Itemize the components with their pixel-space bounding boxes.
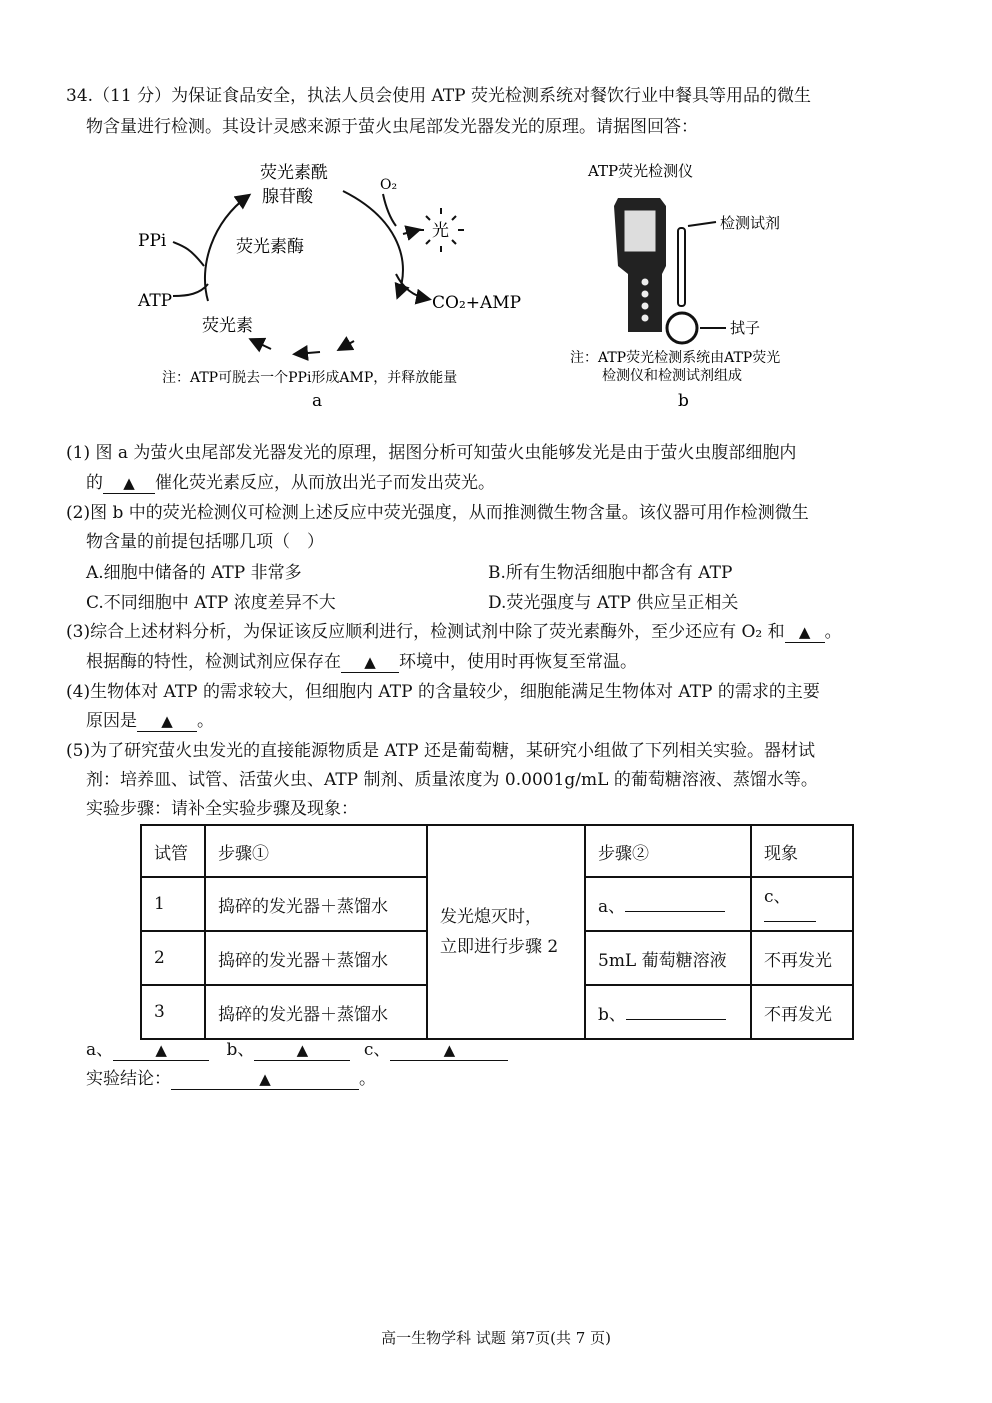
cell-result-label: c、 <box>764 886 791 907</box>
answer-b-label: b、 <box>226 1040 255 1060</box>
cell-tube: 3 <box>141 985 205 1039</box>
figure-b-note-2: 检测仪和检测试剂组成 <box>602 368 742 384</box>
q4-line-2 <box>86 709 214 733</box>
q3-suffix-2: 环境中，使用时再恢复至常温。 <box>399 652 637 672</box>
atp-detector-icon <box>614 198 666 332</box>
answer-b-blank[interactable] <box>254 1040 350 1061</box>
q3-answer-blank-2[interactable] <box>341 652 399 673</box>
cell-step2: 5mL 葡萄糖溶液 <box>585 931 751 985</box>
q5-line-2: 剂：培养皿、试管、活萤火虫、ATP 制剂、质量浓度为 0.0001g/mL 的葡萄糖溶液、蒸馏水等。 <box>86 770 818 790</box>
q1-answer-blank[interactable] <box>103 473 155 494</box>
answer-marker: ▲ <box>259 1070 271 1088</box>
question-stem-line-1: 34.（11 分）为保证食品安全，执法人员会使用 ATP 荧光检测系统对餐饮行业中餐具等用品的微生 <box>66 86 812 106</box>
figure-a-luciferase-cycle <box>128 156 528 406</box>
q3-line-2 <box>86 650 637 674</box>
page-footer: 高一生物学科 试题 第7页(共 7 页) <box>381 1329 611 1347</box>
label-atp-device: ATP荧光检测仪 <box>588 162 694 180</box>
cell-step2-blank[interactable] <box>625 911 725 912</box>
label-luciferyl-1: 荧光素酰 <box>260 163 328 183</box>
cell-step1: 捣碎的发光器＋蒸馏水 <box>205 985 427 1039</box>
q4-suffix: 。 <box>197 711 214 731</box>
cell-result: 不再发光 <box>751 931 853 985</box>
q2-option-c[interactable]: C.不同细胞中 ATP 浓度差异不大 <box>86 593 336 613</box>
header-step2: 步骤② <box>585 825 751 877</box>
label-luciferase: 荧光素酶 <box>236 237 304 257</box>
middle-note-line-1: 发光熄灭时， <box>440 907 542 927</box>
q2-line-1: (2)图 b 中的荧光检测仪可检测上述反应中荧光强度，从而推测微生物含量。该仪器可用作检测微生 <box>66 503 809 523</box>
header-step1: 步骤① <box>205 825 427 877</box>
header-tube: 试管 <box>141 825 205 877</box>
cell-step1: 捣碎的发光器＋蒸馏水 <box>205 877 427 931</box>
q3-line-1 <box>66 620 842 644</box>
label-atp: ATP <box>138 291 173 311</box>
answer-a-label: a、 <box>86 1040 114 1060</box>
q5-line-3: 实验步骤：请补全实验步骤及现象： <box>86 799 358 819</box>
answer-a-blank[interactable] <box>113 1040 209 1061</box>
label-reagent: 检测试剂 <box>720 214 781 232</box>
answer-line-abc <box>86 1038 508 1062</box>
table-middle-note <box>427 825 585 1039</box>
cell-result: 不再发光 <box>751 985 853 1039</box>
q4-answer-blank[interactable] <box>137 711 197 732</box>
conclusion-label: 实验结论： <box>86 1069 171 1089</box>
question-stem-line-2: 物含量进行检测。其设计灵感来源于萤火虫尾部发光器发光的原理。请据图回答： <box>86 117 698 137</box>
answer-marker: ▲ <box>123 474 135 492</box>
cell-result-blank[interactable] <box>764 921 816 922</box>
cell-tube: 2 <box>141 931 205 985</box>
experiment-table <box>140 824 854 1040</box>
cell-step1: 捣碎的发光器＋蒸馏水 <box>205 931 427 985</box>
q3-suffix-1: 。 <box>824 622 842 642</box>
figure-a-note: 注：ATP可脱去一个PPi形成AMP，并释放能量 <box>162 370 458 386</box>
header-result: 现象 <box>751 825 853 877</box>
answer-c-blank[interactable] <box>390 1040 508 1061</box>
answer-c-label: c、 <box>363 1040 391 1060</box>
cell-step2[interactable] <box>585 985 751 1039</box>
answer-marker: ▲ <box>161 712 173 730</box>
figure-b-caption: b <box>678 391 689 406</box>
cell-step2-blank[interactable] <box>626 1019 726 1020</box>
cell-result[interactable] <box>751 877 853 931</box>
conclusion-blank[interactable] <box>171 1069 359 1090</box>
q5-line-1: (5)为了研究萤火虫发光的直接能源物质是 ATP 还是葡萄糖，某研究小组做了下列相关实验。器材试 <box>66 741 816 761</box>
cell-tube: 1 <box>141 877 205 931</box>
q1-line-2 <box>86 471 495 495</box>
conclusion-end: 。 <box>359 1069 376 1089</box>
label-light: 光 <box>432 221 449 241</box>
q2-option-b[interactable]: B.所有生物活细胞中都含有 ATP <box>488 563 733 583</box>
reagent-tube-icon <box>678 228 685 306</box>
label-swab: 拭子 <box>730 319 761 337</box>
q2-option-d[interactable]: D.荧光强度与 ATP 供应呈正相关 <box>488 593 739 613</box>
cell-step2[interactable] <box>585 877 751 931</box>
figure-b-detector <box>558 156 828 406</box>
cell-step2-label: a、 <box>598 896 626 917</box>
q4-prefix: 原因是 <box>86 711 137 731</box>
q4-line-1: (4)生物体对 ATP 的需求较大，但细胞内 ATP 的含量较少，细胞能满足生物体对 ATP 的需求的主要 <box>66 682 820 702</box>
q2-option-a[interactable]: A.细胞中储备的 ATP 非常多 <box>86 563 302 583</box>
cell-step2-label: b、 <box>598 1004 626 1025</box>
answer-marker: ▲ <box>443 1041 456 1059</box>
swab-icon <box>667 313 697 343</box>
label-o2: O₂ <box>380 177 398 193</box>
label-luciferin: 荧光素 <box>202 316 253 336</box>
figure-a-caption: a <box>312 391 323 406</box>
figure-b-note-1: 注：ATP荧光检测系统由ATP荧光 <box>570 350 781 366</box>
q3-answer-blank-1[interactable] <box>785 622 825 643</box>
middle-note-line-2: 立即进行步骤 2 <box>440 937 559 957</box>
q1-suffix: 催化荧光素反应，从而放出光子而发出荧光。 <box>155 473 495 493</box>
label-co2-amp: CO₂+AMP <box>432 293 522 313</box>
q2-line-2: 物含量的前提包括哪几项（ ） <box>86 532 324 552</box>
answer-marker: ▲ <box>296 1041 309 1059</box>
answer-marker: ▲ <box>798 623 811 641</box>
table-header-row <box>141 825 853 877</box>
q1-line-1: (1) 图 a 为萤火虫尾部发光器发光的原理，据图分析可知萤火虫能够发光是由于萤火虫腹部细胞内 <box>66 443 797 463</box>
label-luciferyl-2: 腺苷酸 <box>262 187 313 207</box>
answer-marker: ▲ <box>155 1041 167 1059</box>
label-ppi: PPi <box>138 231 167 251</box>
q3-prefix-1: (3)综合上述材料分析，为保证该反应顺利进行，检测试剂中除了荧光素酶外，至少还应有 O₂ 和 <box>66 622 785 642</box>
q3-prefix-2: 根据酶的特性，检测试剂应保存在 <box>86 652 341 672</box>
q1-prefix: 的 <box>86 473 103 493</box>
answer-marker: ▲ <box>364 653 376 671</box>
conclusion-line <box>86 1067 376 1091</box>
